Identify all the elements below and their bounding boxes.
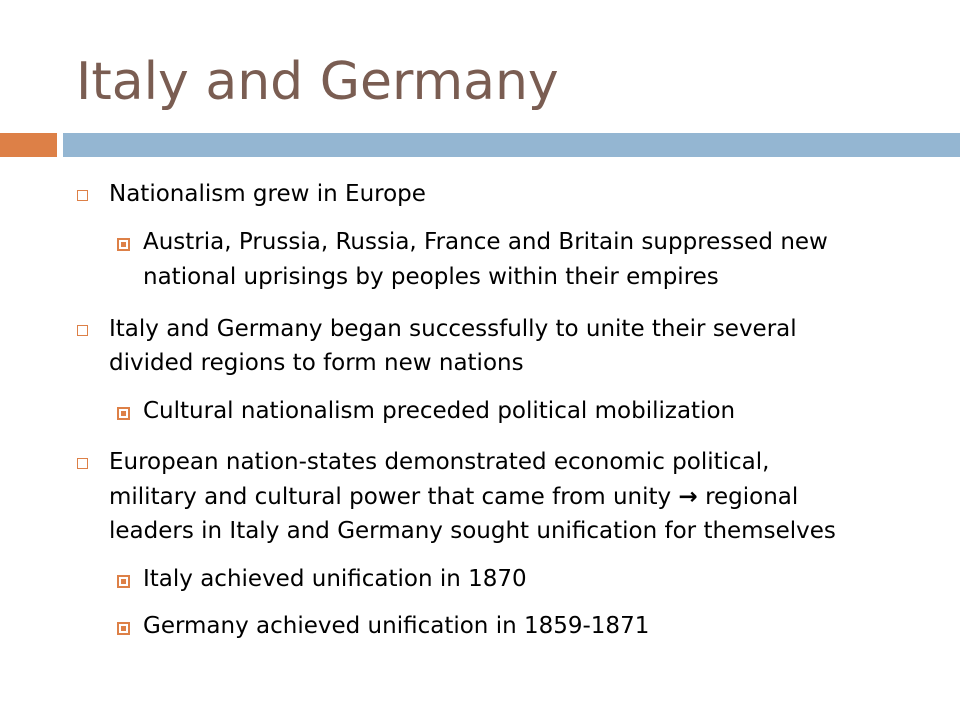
bullet-text: military and cultural power that came from unity	[109, 484, 672, 510]
right-arrow-icon: →	[678, 484, 698, 510]
bullet-item: Nationalism grew in Europe	[109, 181, 426, 207]
bullet-item: European nation-states demonstrated economic political,	[109, 449, 770, 475]
sub-bullet-item-continued: national uprisings by peoples within their empires	[143, 264, 719, 290]
square-bullet-icon	[77, 325, 88, 336]
bullet-item-continued	[109, 481, 798, 514]
bullet-item-continued: divided regions to form new nations	[109, 350, 524, 376]
bullet-item-continued: leaders in Italy and Germany sought unification for themselves	[109, 518, 836, 544]
sub-bullet-item: Italy achieved unification in 1870	[143, 566, 527, 592]
sub-bullet-item: Cultural nationalism preceded political mobilization	[143, 398, 736, 424]
sub-bullet-item: Austria, Prussia, Russia, France and Britain suppressed new	[143, 229, 828, 255]
sub-bullet-item: Germany achieved unification in 1859-1871	[143, 613, 650, 639]
slide-title: Italy and Germany	[76, 52, 559, 112]
square-bullet-icon	[77, 190, 88, 201]
bullet-item: Italy and Germany began successfully to unite their several	[109, 316, 797, 342]
square-bullet-icon	[77, 458, 88, 469]
filled-square-bullet-icon	[117, 407, 130, 420]
filled-square-bullet-icon	[117, 622, 130, 635]
bullet-text: regional	[705, 484, 799, 510]
filled-square-bullet-icon	[117, 575, 130, 588]
filled-square-bullet-icon	[117, 238, 130, 251]
